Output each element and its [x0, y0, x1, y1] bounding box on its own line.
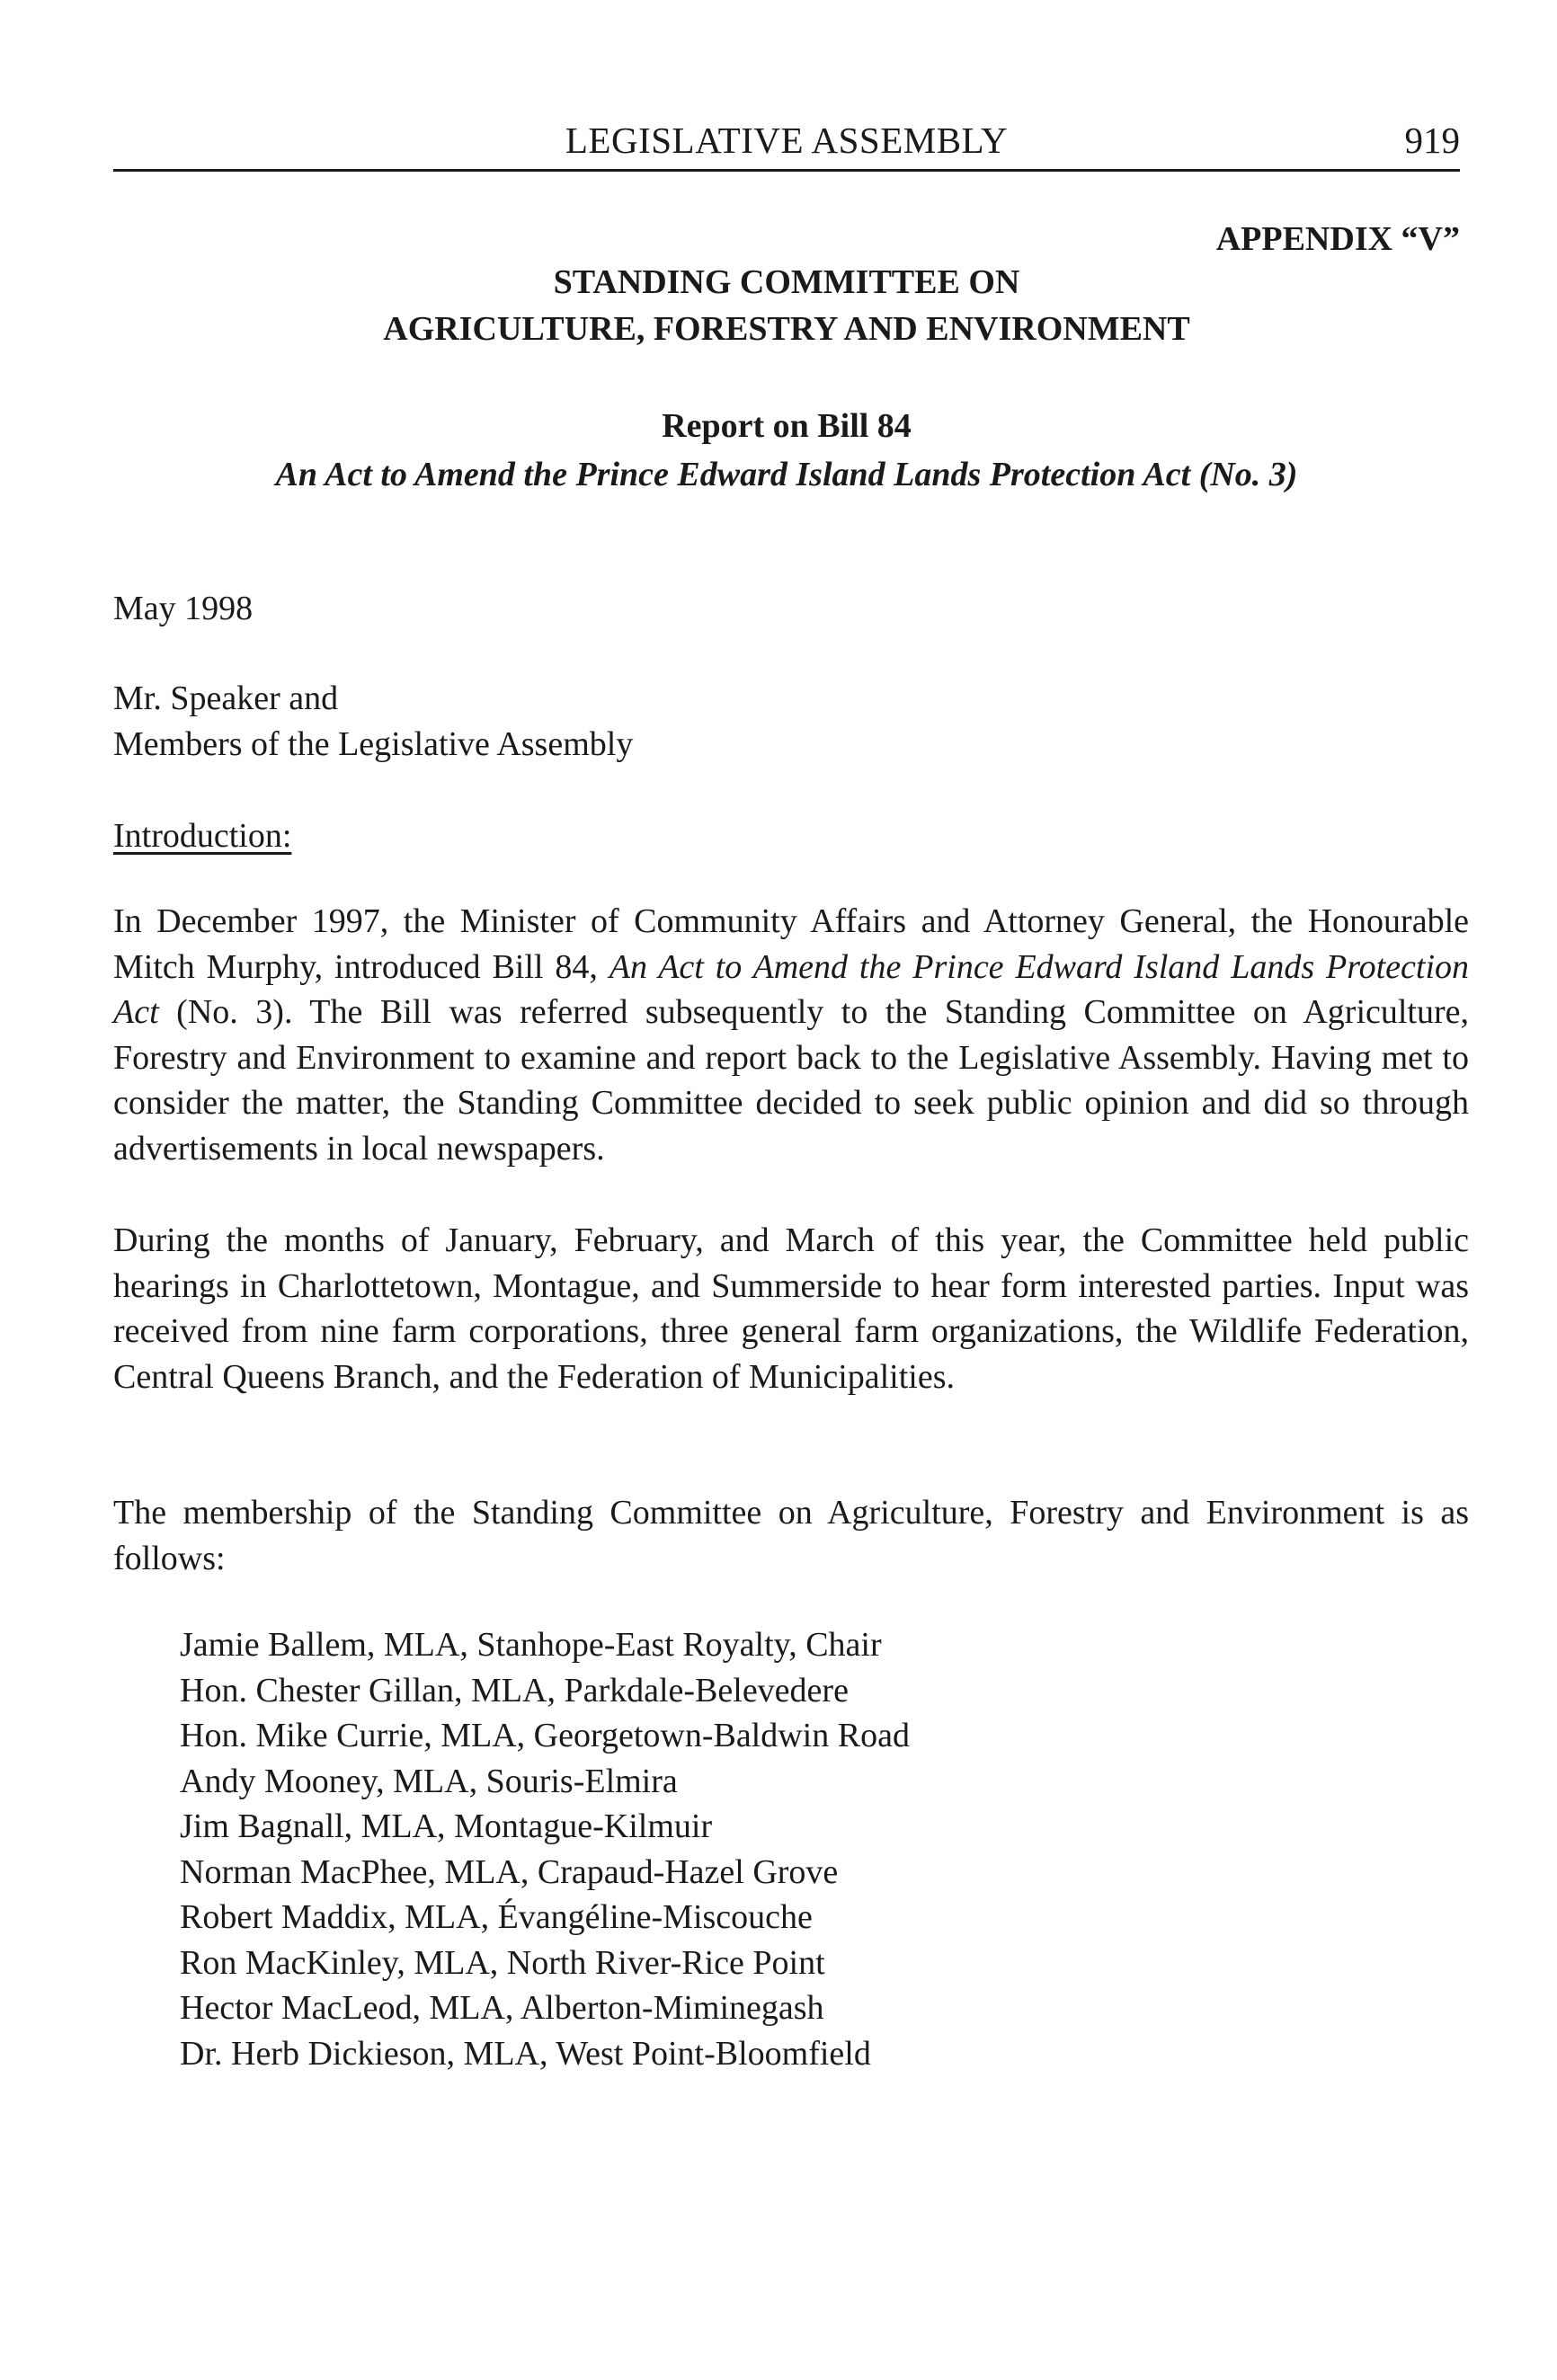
list-item: Robert Maddix, MLA, Évangéline-Miscouche: [180, 1898, 813, 1936]
salutation: [113, 676, 1469, 767]
committee-member-list: [180, 1622, 910, 2076]
list-item: Jamie Ballem, MLA, Stanhope-East Royalty, Chair: [180, 1626, 882, 1664]
list-item: Hector MacLeod, MLA, Alberton-Miminegash: [180, 1989, 824, 2027]
report-title: Report on Bill 84: [662, 407, 912, 445]
list-item: Andy Mooney, MLA, Souris-Elmira: [180, 1762, 678, 1800]
paragraph-1-text-start: In December 1997, the Minister of Community Affairs and Attorney General, the Honourable Mitch Murphy, introduced Bill 84,: [113, 902, 1469, 986]
bill-title-italic: An Act to Amend the Prince Edward Island Lands Protection Act: [113, 947, 1470, 1031]
paragraph-introduction: [113, 899, 1469, 1171]
report-subtitle: An Act to Amend the Prince Edward Island Lands Protection Act (No. 3): [275, 456, 1298, 493]
committee-heading-line-1: STANDING COMMITTEE ON: [553, 263, 1020, 301]
list-item: Jim Bagnall, MLA, Montague-Kilmuir: [180, 1807, 713, 1845]
report-date: May 1998: [113, 590, 254, 627]
running-header: [113, 115, 1460, 172]
appendix-label: APPENDIX “V”: [1215, 220, 1460, 258]
paragraph-1-text-end: (No. 3). The Bill was referred subsequently to the Standing Committee on Agriculture, Forestry and Environment to examine and report back to the Legislative Assembly. Having met to consider the matter, the Standing Committee decided to seek public opinion and did so through advertisements in local newspapers.: [113, 993, 1469, 1168]
list-item: Norman MacPhee, MLA, Crapaud-Hazel Grove: [180, 1852, 839, 1891]
running-title: LEGISLATIVE ASSEMBLY: [565, 120, 1009, 161]
list-item: Dr. Herb Dickieson, MLA, West Point-Bloomfield: [180, 2034, 871, 2073]
list-item: Hon. Mike Currie, MLA, Georgetown-Baldwin Road: [180, 1717, 910, 1754]
list-item: Hon. Chester Gillan, MLA, Parkdale-Belevedere: [180, 1671, 849, 1710]
committee-heading: [113, 259, 1460, 352]
committee-heading-line-2: AGRICULTURE, FORESTRY AND ENVIRONMENT: [383, 310, 1190, 348]
introduction-heading: Introduction:: [113, 817, 292, 855]
page-number: 919: [1404, 120, 1460, 161]
list-item: Ron MacKinley, MLA, North River-Rice Point: [180, 1943, 825, 1982]
salutation-line-1: Mr. Speaker and: [113, 679, 339, 717]
salutation-line-2: Members of the Legislative Assembly: [113, 724, 634, 763]
paragraph-membership: The membership of the Standing Committee on Agriculture, Forestry and Environment is as follows:: [113, 1494, 1469, 1577]
paragraph-hearings: During the months of January, February, and March of this year, the Committee held public hearings in Charlottetown, Montague, and Summerside to hear form interested parties. Input was received from nine farm corporations, three general farm organizations, the Wildlife Federation, Central Queens Branch, and the Federation of Municipalities.: [113, 1221, 1469, 1396]
